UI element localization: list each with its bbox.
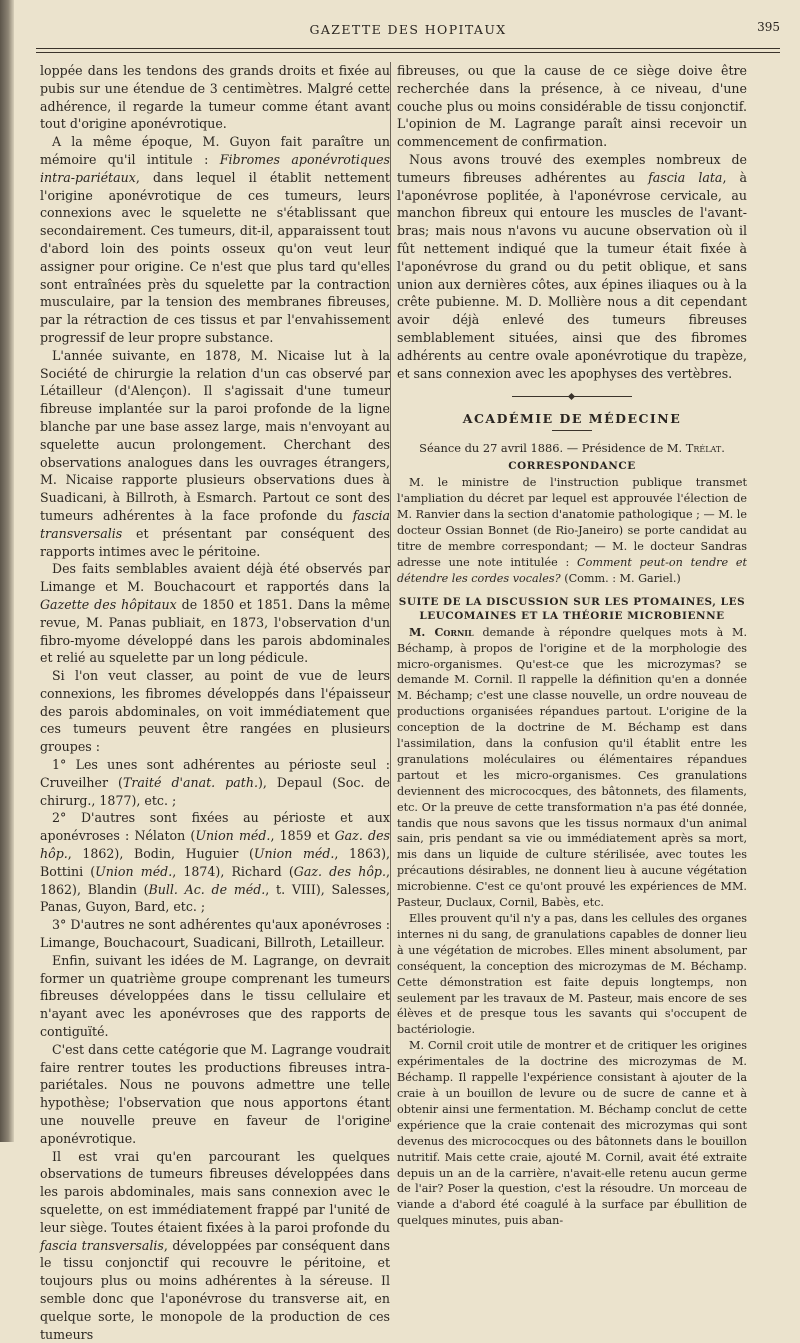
text: A la même époque, M. Guyon fait paraître un mémoire qu'il intitule : [40, 134, 390, 167]
text: et présentant par conséquent des rapports intimes avec le péritoine. [40, 525, 390, 559]
italic-title: Gazette des hôpitaux [40, 596, 177, 612]
text: demande à répondre quelques mots à M. Béchamp, à propos de l'origine et de la morphologie des micro-organismes. Qu'est-ce que les microzymas? se demande M. Cornil. Il rappelle la définition qu'en a donnée M. Béchamp; c'est une classe nouvelle, un ordre nouveau de productions organisées répandues partout. L'origine de la conception de la doctrine de M. Béchamp est dans l'assimilation, dans la confusion qu'il établit entre les granulations moléculaires ou élémentaires répandues partout et les micro-organismes. Ces granulations deviennent des micrococques, des bâtonnets, des filaments, etc. Or la preuve de cette transformation n'a pas été donnée, tandis que nous savons que les tissus normaux d'un animal sain, pris pendant sa vie ou immédiatement après sa mort, mis dans un liquide de culture stérilisée, avec toutes les précautions désirables, ne donnent lieu à aucune végétation microbienne. C'est ce qu'ont prouvé les expériences de MM. Pasteur, Duclaux, Cornil, Babès, etc. [397, 625, 747, 910]
text: , t. VIII), Salesses, Panas, Guyon, Bard, etc. ; [40, 881, 390, 915]
right-column [397, 62, 747, 1228]
left-column [40, 62, 391, 1342]
paragraph: Enfin, suivant les idées de M. Lagrange, on devrait former un quatrième groupe comprenant les tumeurs fibreuses développées dans le tissu cellulaire et n'ayant avec les aponévroses que des rapports de contiguïté. [40, 952, 390, 1040]
text: , 1874), Richard ( [172, 863, 294, 879]
correspondence-heading: CORRESPONDANCE [508, 460, 636, 473]
text: , 1862), Bodin, Huguier ( [67, 846, 254, 862]
text: Nous avons trouvé des exemples nombreux de tumeurs fibreuses adhérentes au [397, 151, 747, 185]
paragraph [397, 475, 747, 586]
text: M. le ministre de l'instruction publique transmet l'ampliation du décret par lequel est approuvée l'élection de M. Ranvier dans la section d'anatomie pathologique ; — M. le docteur Ossian Bonnet (de Rio-Janeiro) se porte candidat au titre de membre correspondant; — M. le docteur Sandras adresse une note intitulée : [397, 476, 747, 569]
session-line [397, 441, 747, 455]
text: de 1850 et 1851. Dans la même revue, M. Panas publiait, en 1873, l'observation d'un fibro-myome développé dans les parois abdominales et relié au squelette par un long pédicule. [40, 596, 390, 666]
text: 2° D'autres sont fixées au périoste et aux aponévroses : Nélaton ( [40, 810, 390, 844]
discussion-heading [397, 595, 747, 623]
italic-title: Union méd. [253, 846, 335, 862]
italic-title: Fibromes aponévrotiques intra-pariétaux [40, 151, 391, 185]
paragraph [40, 560, 390, 667]
paragraph [397, 151, 747, 382]
text: , 1859 et [270, 828, 335, 844]
paragraph: Elles prouvent qu'il n'y a pas, dans les cellules des organes internes ni du sang, de granulations capables de donner lieu à une végétation de microbes. Elles minent absolument, par conséquent, la conception des microzymas de M. Béchamp. Cette démonstration est faite depuis longtemps, non seulement par les travaux de M. Pasteur, mais encore de ses élèves et de presque tous les savants qui s'occupent de bactériologie. [397, 912, 747, 1037]
paragraph [40, 1148, 390, 1343]
paragraph [397, 625, 747, 911]
text: Il est vrai qu'en parcourant les quelques observations de tumeurs fibreuses développées dans les parois abdominales, mais sans connexion avec le squelette, on est immédiatement frappé par l'unité de leur siège. Toutes étaient fixées à la paroi profonde du [40, 1148, 390, 1235]
text: ), Depaul (Soc. de chirurg., 1877), etc. ; [40, 774, 390, 808]
president-name: Trélat [685, 441, 722, 456]
paragraph [40, 347, 390, 561]
page-number: 395 [757, 20, 780, 34]
speaker-name: M. Cornil [409, 624, 474, 639]
italic-title: Union méd. [195, 828, 271, 844]
list-item [40, 809, 390, 916]
text: . [721, 441, 725, 456]
italic-title: Traité d'anat. path. [122, 774, 258, 790]
paragraph: C'est dans cette catégorie que M. Lagrange voudrait faire rentrer toutes les productions fibreuses intra-pariétales. Nous ne pouvons admettre une telle hypothèse; l'observation que nous apportons étant une nouvelle preuve en faveur de l'origine aponévrotique. [40, 1041, 390, 1146]
list-item: 3° D'autres ne sont adhérentes qu'aux aponévroses : Limange, Bouchacourt, Suadicani, Billroth, Letailleur. [40, 917, 390, 951]
text: L'année suivante, en 1878, M. Nicaise lut à la Société de chirurgie la relation d'un cas observé par Létailleur (d'Alençon). Il s'agissait d'une tumeur fibreuse implantée sur la paroi profonde de la ligne blanche par une base assez large, mais n'envoyant au squelette aucun prolongement. Cherchant des observations analogues dans les ouvrages étrangers, M. Nicaise rapporte plusieurs observations dues à Suadicani, à Billroth, à Esmarch. Partout ce sont des tumeurs adhérentes à la face profonde du [40, 347, 390, 523]
italic-title: Gaz. des hôp. [40, 828, 390, 862]
text: , à l'aponévrose poplitée, à l'aponévrose cervicale, au manchon fibreux qui entoure les muscles de l'avant-bras; mais nous n'avons vu aucune observation où il fût nettement indiqué que la tumeur était fixée à l'aponévrose du grand ou du petit oblique, et sans union aux dernières côtes, aux épines iliaques ou à la crête pubienne. M. D. Mollière nous a dit cependant avoir déjà enlevé des tumeurs fibreuses semblablement situées, ainsi que des fibromes adhérents au centre ovale aponévrotique du trapèze, et sans connexion avec les apophyses des vertèbres. [397, 169, 747, 381]
header-rule [36, 48, 780, 49]
text: 1° Les unes sont adhérentes au périoste seul : Cruveilher ( [40, 757, 390, 790]
text: Des faits semblables avaient déjà été observés par Limange et M. Bouchacourt et rapportés dans la [40, 561, 390, 595]
italic-title: Gaz. des hôp. [293, 863, 386, 879]
italic-title: Union méd. [95, 863, 173, 879]
heading-line: SUITE DE LA DISCUSSION SUR LES PTOMAINES, LES [398, 595, 746, 608]
page-header [36, 18, 780, 52]
paragraph [40, 133, 390, 347]
running-title: GAZETTE DES HOPITAUX [309, 22, 507, 37]
text: , dans lequel il établit nettement l'origine aponévrotique de ces tumeurs, leurs connexions avec le squelette ne s'établissant que secondairement. Ces tumeurs, dit-il, apparaissent tout d'abord loin des points osseux qu'on veut leur assigner pour origine. Ce n'est que plus tard qu'elles sont entraînées près du squelette par la contraction musculaire, par la tension des membranes fibreuses, par la rétraction de ces tissus et par l'envahissement progressif de leur propre substance. [40, 169, 390, 345]
paragraph: M. Cornil croit utile de montrer et de critiquer les origines expérimentales de la doctrine des microzymas de M. Béchamp. Il rappelle l'expérience consistant à ajouter de la craie à un bouillon de levure ou de sucre de canne et à obtenir ainsi une fermentation. M. Béchamp conclut de cette expérience que la craie contenait des microzymas qui sont devenus des micrococques ou des bâtonnets dans le bouillon nutritif. Mais cette craie, ajouté M. Cornil, avait été extraite depuis un an de la carrière, n'avait-elle retenu aucun germe de l'air? Poser la question, c'est la résoudre. Un morceau de viande a d'abord été coagulé à la surface par ébullition de quelques minutes, puis aban- [397, 1039, 747, 1228]
paragraph: loppée dans les tendons des grands droits et fixée au pubis sur une étendue de 3 centimètres. Malgré cette adhérence, il regarde la tumeur comme étant avant tout d'origine aponévrotique. [40, 63, 390, 132]
section-separator [512, 396, 632, 401]
text: , développées par conséquent dans le tissu conjonctif qui recouvre le péritoine, et toujours plus ou moins adhérentes à la séreuse. Il semble donc que l'aponévrose du transverse ait, en quelque sorte, le monopole de la production de ces tumeurs [40, 1237, 390, 1342]
academy-section-title: ACADÉMIE DE MÉDECINE [462, 411, 682, 427]
header-rule-thin [36, 52, 780, 53]
text: (Comm. : M. Gariel.) [560, 571, 681, 585]
text: , 1863), Bottini ( [40, 846, 390, 879]
text: Séance du 27 avril 1886. — Présidence de M. [419, 441, 686, 456]
italic-term: fascia transversalis [40, 1237, 164, 1253]
italic-title: Bull. Ac. de méd. [148, 881, 266, 897]
italic-term: fascia transversalis [40, 507, 390, 541]
italic-term: fascia lata [648, 169, 723, 185]
paragraph: fibreuses, ou que la cause de ce siège doive être recherchée dans la présence, à ce niveau, d'une couche plus ou moins considérable de tissu conjonctif. L'opinion de M. Lagrange paraît ainsi recevoir un commencement de confirmation. [397, 63, 747, 150]
text: , 1862), Blandin ( [40, 863, 390, 897]
list-item [40, 756, 390, 809]
title-underline [552, 430, 592, 431]
italic-title: Comment peut-on tendre et détendre les cordes vocales? [397, 555, 747, 585]
page-binding-shadow [0, 0, 14, 1142]
column-divider [390, 62, 391, 1122]
paragraph: Si l'on veut classer, au point de vue de leurs connexions, les fibromes développés dans l'épaisseur des parois abdominales, on voit immédiatement que ces tumeurs peuvent être rangées en plusieurs groupes : [40, 668, 390, 755]
heading-line: LEUCOMAINES ET LA THÉORIE MICROBIENNE [419, 609, 725, 622]
